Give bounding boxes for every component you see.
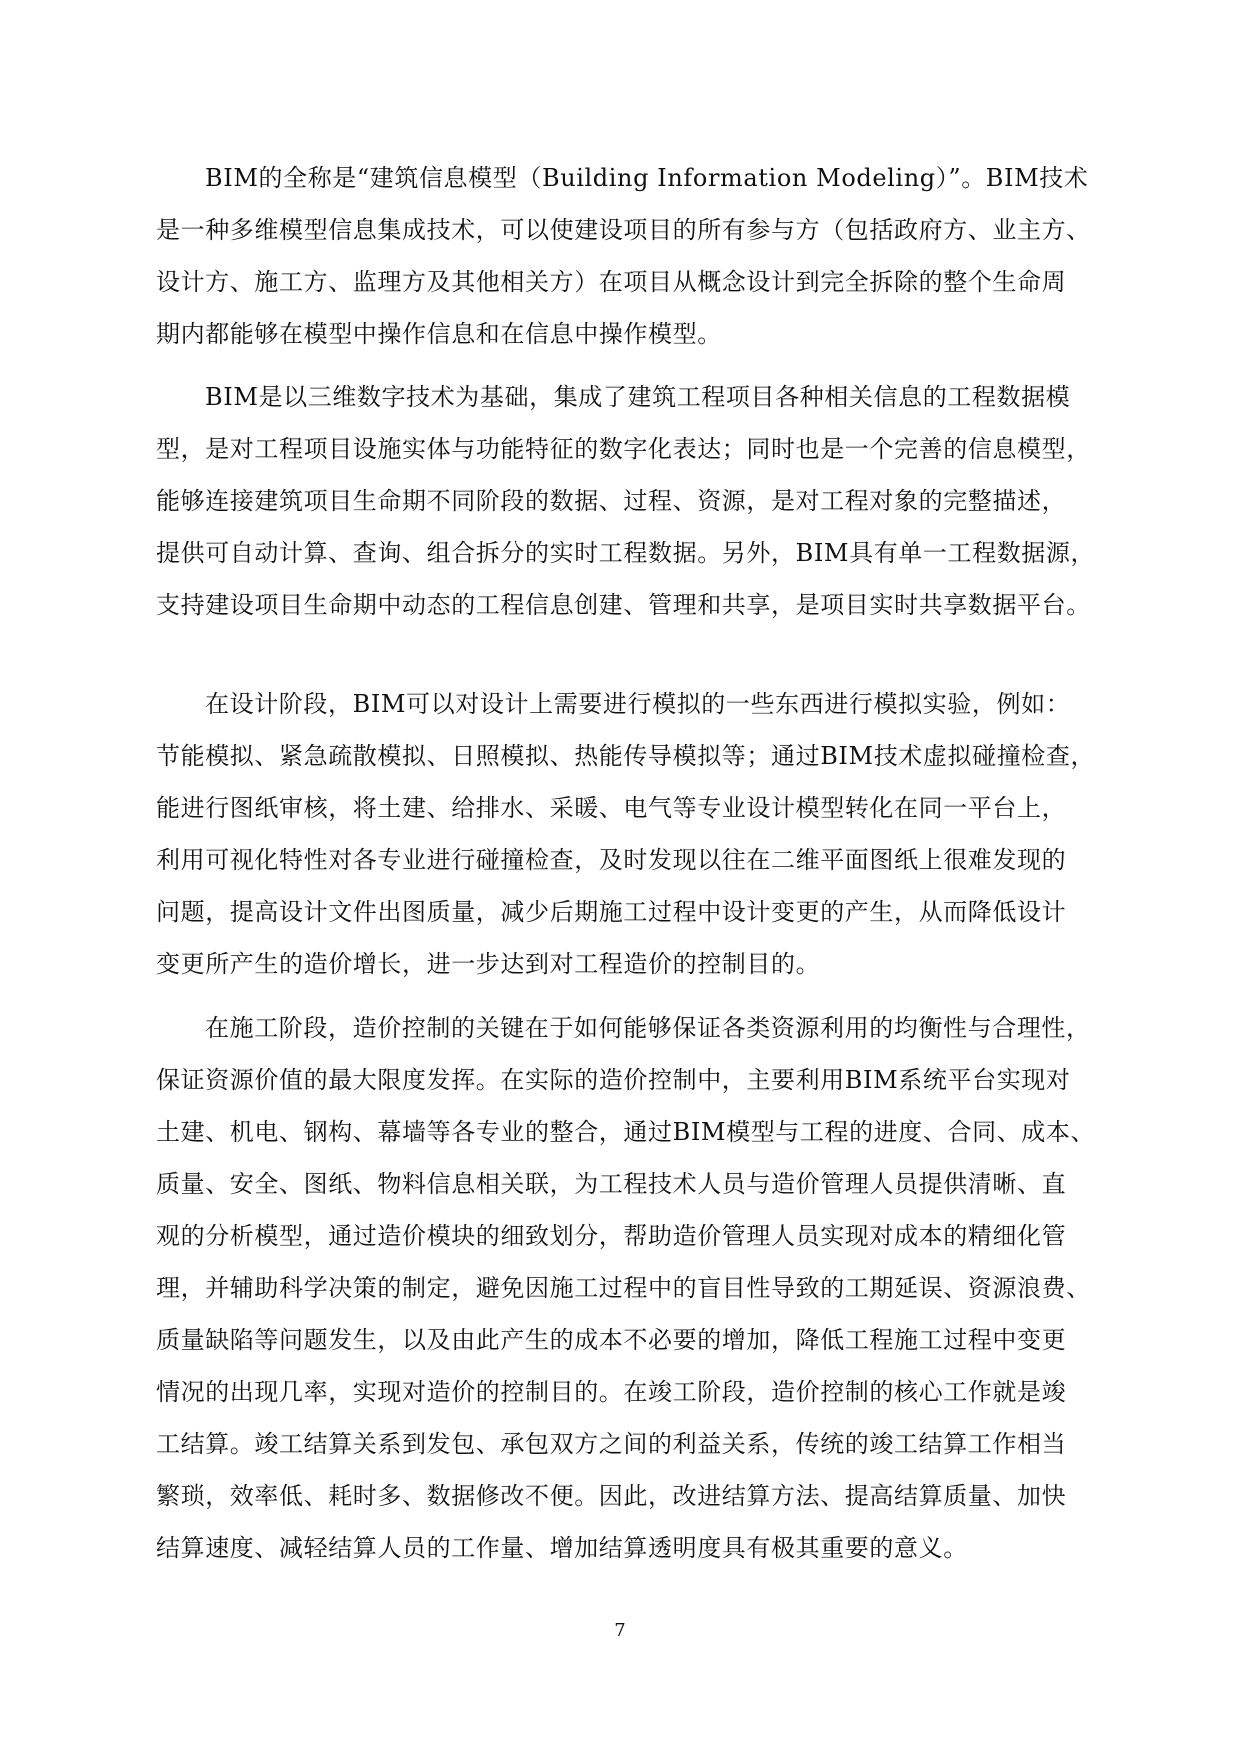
paragraph-4-line-3: 土建、机电、钢构、幕墙等各专业的整合，通过BIM模型与工程的进度、合同、成本、 xyxy=(156,1118,1096,1146)
paragraph-4-line-4: 质量、安全、图纸、物料信息相关联，为工程技术人员与造价管理人员提供清晰、直 xyxy=(156,1170,1067,1198)
paragraph-4-line-8: 情况的出现几率，实现对造价的控制目的。在竣工阶段，造价控制的核心工作就是竣 xyxy=(156,1378,1067,1406)
paragraph-1-line-2: 是一种多维模型信息集成技术，可以使建设项目的所有参与方（包括政府方、业主方、 xyxy=(156,216,1091,244)
paragraph-2-line-5: 支持建设项目生命期中动态的工程信息创建、管理和共享，是项目实时共享数据平台。 xyxy=(156,591,1091,619)
paragraph-3-line-4: 利用可视化特性对各专业进行碰撞检查，及时发现以往在二维平面图纸上很难发现的 xyxy=(156,846,1067,874)
paragraph-2-line-1: BIM是以三维数字技术为基础，集成了建筑工程项目各种相关信息的工程数据模 xyxy=(205,383,1071,411)
paragraph-4-line-9: 工结算。竣工结算关系到发包、承包双方之间的利益关系，传统的竣工结算工作相当 xyxy=(156,1430,1067,1458)
paragraph-3-line-1: 在设计阶段，BIM可以对设计上需要进行模拟的一些东西进行模拟实验，例如： xyxy=(205,690,1071,718)
paragraph-4-line-1: 在施工阶段，造价控制的关键在于如何能够保证各类资源利用的均衡性与合理性， xyxy=(205,1014,1091,1042)
paragraph-4-line-2: 保证资源价值的最大限度发挥。在实际的造价控制中，主要利用BIM系统平台实现对 xyxy=(156,1066,1071,1094)
paragraph-1-line-4: 期内都能够在模型中操作信息和在信息中操作模型。 xyxy=(156,320,722,348)
paragraph-3-line-6: 变更所产生的造价增长，进一步达到对工程造价的控制目的。 xyxy=(156,950,821,978)
paragraph-3-line-3: 能进行图纸审核，将土建、给排水、采暖、电气等专业设计模型转化在同一平台上， xyxy=(156,794,1067,822)
paragraph-2-line-2: 型，是对工程项目设施实体与功能特征的数字化表达；同时也是一个完善的信息模型， xyxy=(156,435,1091,463)
paragraph-3-line-5: 问题，提高设计文件出图质量，减少后期施工过程中设计变更的产生，从而降低设计 xyxy=(156,898,1067,926)
paragraph-2-line-4: 提供可自动计算、查询、组合拆分的实时工程数据。另外，BIM具有单一工程数据源， xyxy=(156,539,1096,567)
page-number: 7 xyxy=(614,1620,626,1641)
paragraph-4-line-5: 观的分析模型，通过造价模块的细致划分，帮助造价管理人员实现对成本的精细化管 xyxy=(156,1222,1067,1250)
paragraph-1-line-1: BIM的全称是“建筑信息模型（Building Information Modeling）”。BIM技术 xyxy=(205,164,1089,192)
paragraph-4-line-7: 质量缺陷等问题发生，以及由此产生的成本不必要的增加，降低工程施工过程中变更 xyxy=(156,1326,1067,1354)
paragraph-1-line-3: 设计方、施工方、监理方及其他相关方）在项目从概念设计到完全拆除的整个生命周 xyxy=(156,268,1067,296)
paragraph-3-line-2: 节能模拟、紧急疏散模拟、日照模拟、热能传导模拟等；通过BIM技术虚拟碰撞检查， xyxy=(156,742,1096,770)
paragraph-4-line-10: 繁琐，效率低、耗时多、数据修改不便。因此，改进结算方法、提高结算质量、加快 xyxy=(156,1482,1067,1510)
paragraph-4-line-11: 结算速度、减轻结算人员的工作量、增加结算透明度具有极其重要的意义。 xyxy=(156,1534,968,1562)
paragraph-2-line-3: 能够连接建筑项目生命期不同阶段的数据、过程、资源，是对工程对象的完整描述， xyxy=(156,487,1067,515)
paragraph-4-line-6: 理，并辅助科学决策的制定，避免因施工过程中的盲目性导致的工期延误、资源浪费、 xyxy=(156,1274,1091,1302)
